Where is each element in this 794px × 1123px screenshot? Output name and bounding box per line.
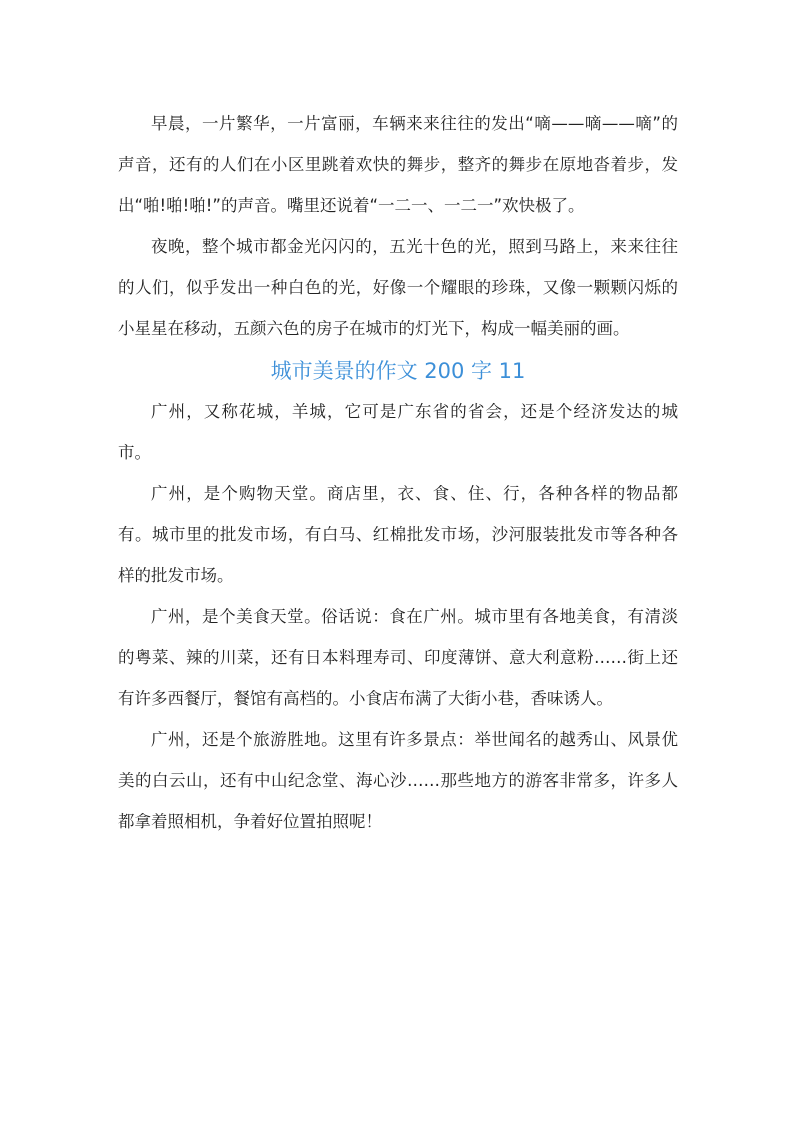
- paragraph-food: 广州，是个美食天堂。俗话说：食在广州。城市里有各地美食，有清淡的粤菜、辣的川菜，还有日本料理寿司、印度薄饼、意大利意粉……街上还有许多西餐厅，餐馆有高档的。小食店布满了大街小巷，香味诱人。: [118, 607, 678, 708]
- paragraph-guangzhou-intro: 广州，又称花城，羊城，它可是广东省的省会，还是个经济发达的城市。: [118, 402, 678, 462]
- paragraph-tourism: 广州，还是个旅游胜地。这里有许多景点：举世闻名的越秀山、风景优美的白云山，还有中山纪念堂、海心沙……那些地方的游客非常多，许多人都拿着照相机，争着好位置拍照呢！: [118, 730, 678, 831]
- document-body: [118, 103, 678, 842]
- section-heading: 城市美景的作文 200 字 11: [270, 359, 526, 383]
- paragraph-morning: 早晨，一片繁华，一片富丽，车辆来来往往的发出“嘀——嘀——嘀”的声音，还有的人们在小区里跳着欢快的舞步，整齐的舞步在原地沓着步，发出“啪!啪!啪!”的声音。嘴里还说着“一二一、一二一”欢快极了。: [118, 114, 678, 215]
- paragraph-shopping: 广州，是个购物天堂。商店里，衣、食、住、行，各种各样的物品都有。城市里的批发市场，有白马、红棉批发市场，沙河服装批发市等各种各样的批发市场。: [118, 484, 678, 585]
- paragraph-evening: 夜晚，整个城市都金光闪闪的，五光十色的光，照到马路上，来来往往的人们，似乎发出一种白色的光，好像一个耀眼的珍珠，又像一颗颗闪烁的小星星在移动，五颜六色的房子在城市的灯光下，构成一幅美丽的画。: [118, 237, 678, 338]
